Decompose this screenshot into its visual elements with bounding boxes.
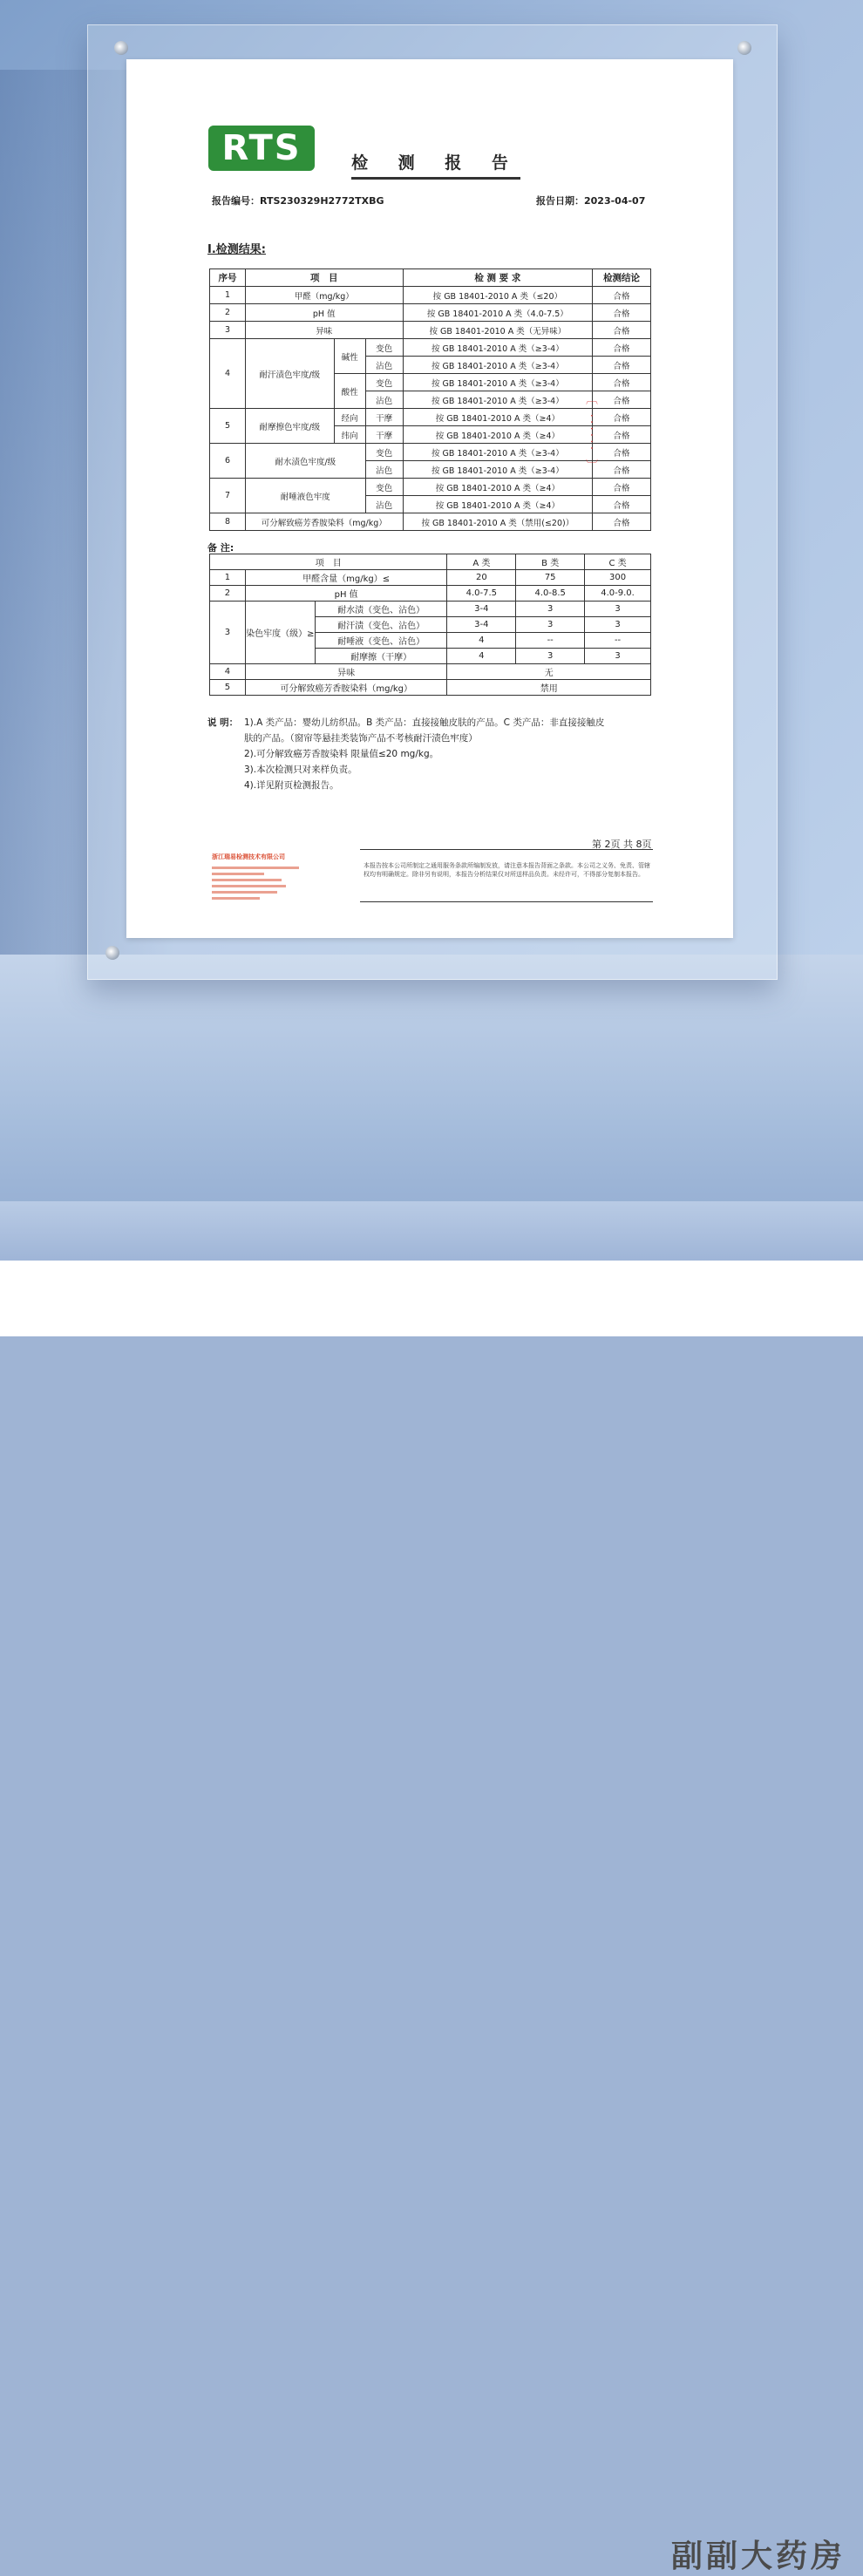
footer-divider [360,901,653,902]
table-row: 5 耐摩擦色牢度/级 经向 干摩 按 GB 18401-2010 A 类（≥4） 合格 [210,409,651,426]
table-row: 沾色 按 GB 18401-2010 A 类（≥4） 合格 [210,496,651,513]
bottom-banner [0,1261,863,2574]
table-row: 耐汗渍（变色、沾色） 3-4 3 3 [210,617,651,633]
report-date: 报告日期：2023-04-07 [536,195,646,207]
page-number: 第 2页 共 8页 [592,839,652,850]
footer-disclaimer: 本报告按本公司所制定之通用服务条款所编制发放，请注意本报告背面之条款。本公司之义务、免责、管辖权均有明确规定。除非另有说明，本报告分析结果仅对所送样品负责。未经许可，不得部分复制本报告。 [364,862,650,878]
table-row: 1 甲醛含量（mg/kg）≤ 20 75 300 [210,570,651,586]
table-row: 4 耐汗渍色牢度/级 碱性 变色 按 GB 18401-2010 A 类（≥3-4） 合格 [210,339,651,357]
screw-icon [737,41,751,55]
red-stamp-mark: 〔 ······ 〕 [584,392,598,474]
table-row: 7 耐唾液色牢度 变色 按 GB 18401-2010 A 类（≥4） 合格 [210,479,651,496]
shelf-edge [0,1201,863,1261]
table-row: 6 耐水渍色牢度/级 变色 按 GB 18401-2010 A 类（≥3-4） 合格 [210,444,651,461]
report-title: 检 测 报 告 [351,150,520,180]
company-name: 浙江瑞易检测技术有限公司 [212,853,285,860]
footer-divider [360,849,653,850]
explanation-notes [207,715,661,793]
screw-icon [114,41,128,55]
table-row: 3 染色牢度（级）≥ 耐水渍（变色、沾色） 3-4 3 3 [210,602,651,617]
rts-logo: RTS [208,126,315,171]
explanation-label: 说 明： [207,717,239,728]
table-row: 3 异味 按 GB 18401-2010 A 类（无异味） 合格 [210,322,651,339]
table-row: 1 甲醛（mg/kg） 按 GB 18401-2010 A 类（≤20） 合格 [210,287,651,304]
section-title: I.检测结果: [207,243,266,256]
note-line: 2).可分解致癌芳香胺染料 限量值≤20 mg/kg。 [244,749,439,759]
table-row: 2 pH 值 4.0-7.5 4.0-8.5 4.0-9.0. [210,586,651,602]
table-row: 耐唾液（变色、沾色） 4 -- -- [210,633,651,649]
note-line: 4).详见附页检测报告。 [244,780,339,791]
standards-table [209,554,651,696]
table-row: 沾色 按 GB 18401-2010 A 类（≥3-4） 合格 [210,391,651,409]
table-row: 4 异味 无 [210,664,651,680]
table-row: 耐摩擦（干摩） 4 3 3 [210,649,651,664]
note-line: 肤的产品。（窗帘等悬挂类装饰产品不考核耐汗渍色牢度） [244,733,478,744]
table-row: 酸性 变色 按 GB 18401-2010 A 类（≥3-4） 合格 [210,374,651,391]
report-paper [126,59,733,938]
screw-icon [105,946,119,960]
table-row: 8 可分解致癌芳香胺染料（mg/kg） 按 GB 18401-2010 A 类（禁用(≤20)） 合格 [210,513,651,531]
table-row: 纬向 干摩 按 GB 18401-2010 A 类（≥4） 合格 [210,426,651,444]
table-row: 沾色 按 GB 18401-2010 A 类（≥3-4） 合格 [210,357,651,374]
store-watermark: 副副大药房 [670,2539,846,2574]
note-line: 3).本次检测只对来样负责。 [244,765,357,775]
table-row: 5 可分解致癌芳香胺染料（mg/kg） 禁用 [210,680,651,696]
table-row: 2 pH 值 按 GB 18401-2010 A 类（4.0-7.5） 合格 [210,304,651,322]
report-number: 报告编号：RTS230329H2772TXBG [212,195,384,207]
table-row: 项 目 A 类 B 类 C 类 [210,554,651,570]
notes-label: 备 注: [207,542,234,554]
company-contact-lines [212,863,308,903]
table-row: 序号 项 目 检 测 要 求 检测结论 [210,269,651,287]
note-line: 1).A 类产品：婴幼儿纺织品。B 类产品：直接接触皮肤的产品。C 类产品：非直接接触皮 [244,717,605,728]
table-row: 沾色 按 GB 18401-2010 A 类（≥3-4） 合格 [210,461,651,479]
